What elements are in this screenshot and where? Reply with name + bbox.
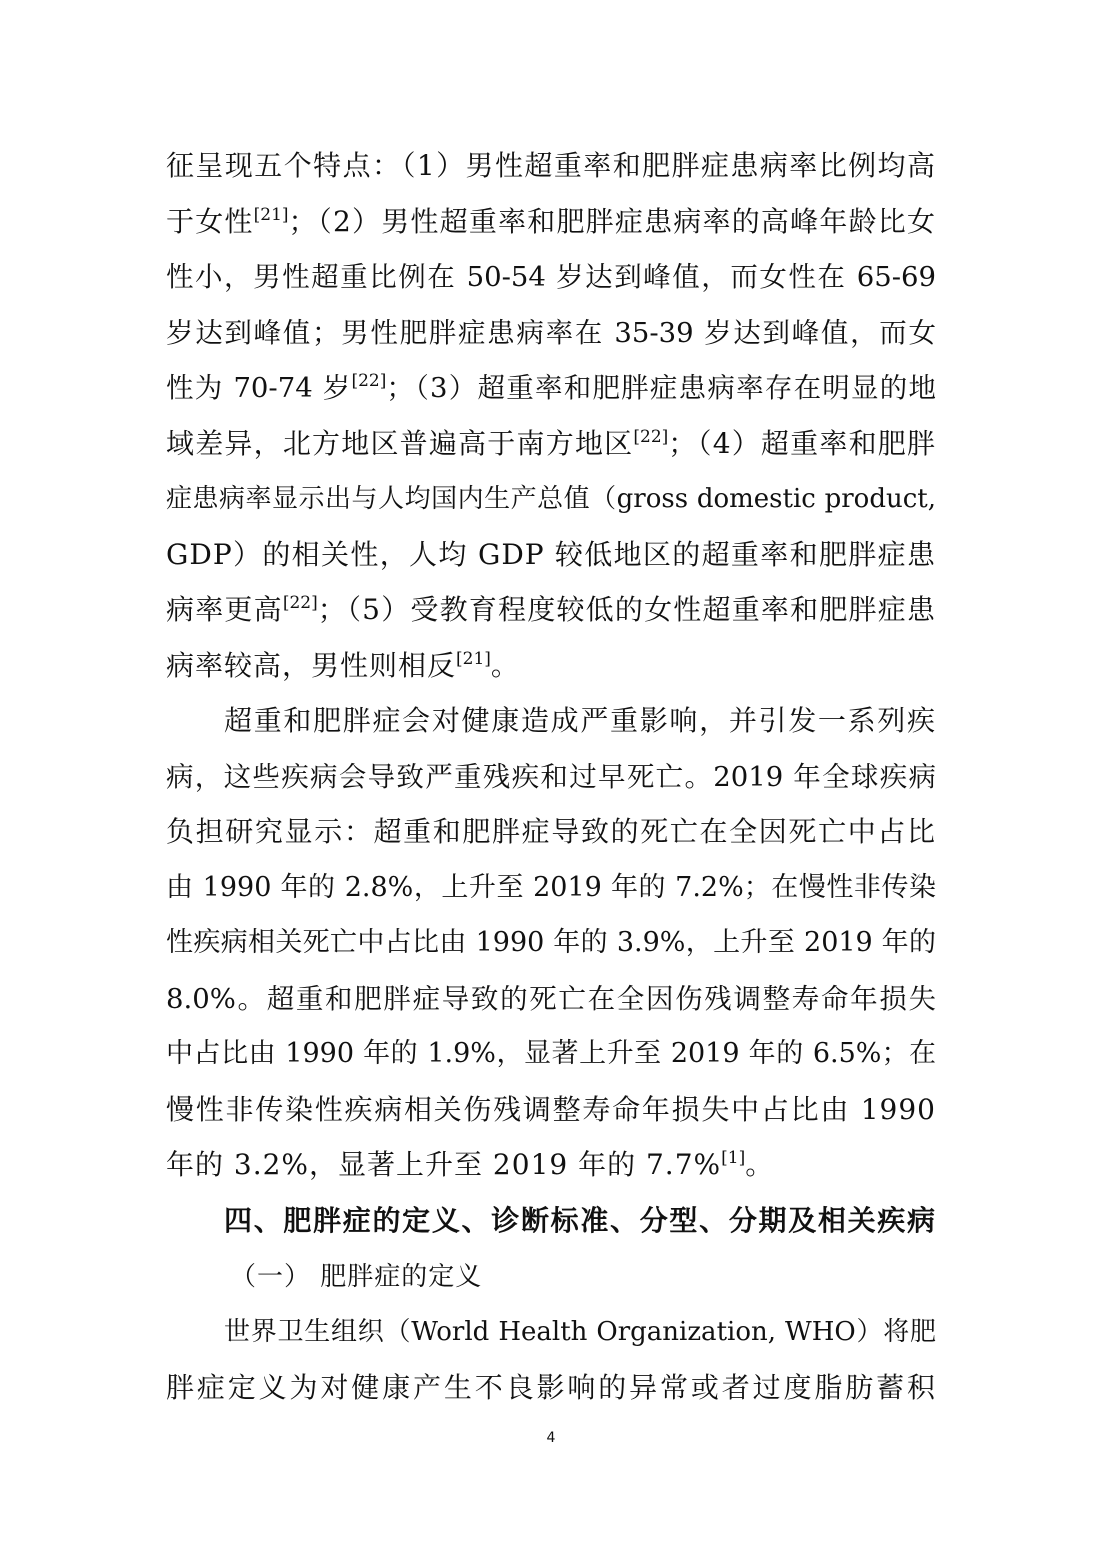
text-run: 于女性: [166, 205, 254, 238]
paragraph-2-line-3: [166, 814, 936, 850]
paragraph-2-line-4: [166, 870, 936, 906]
text-run: ；（5）受教育程度较低的女性超重率和肥胖症患: [317, 593, 936, 626]
page-number: 4: [546, 1430, 556, 1446]
section-heading: 四、肥胖症的定义、诊断标准、分型、分期及相关疾病: [224, 1204, 936, 1237]
paragraph-1-line-3: [166, 259, 936, 295]
paragraph-2-line-8: [166, 1092, 936, 1128]
text-run: 8.0%。超重和肥胖症导致的死亡在全因伤残调整寿命年损失: [166, 983, 936, 1015]
citation-ref: [22]: [282, 593, 318, 613]
paragraph-1-line-10: [166, 648, 936, 684]
text-run: 年的 3.2%，显著上升至 2019 年的 7.7%: [166, 1148, 722, 1181]
paragraph-1-line-9: [166, 592, 936, 628]
citation-ref: [1]: [721, 1148, 746, 1168]
text-run: 。: [490, 649, 520, 682]
text-run: 征呈现五个特点：（1）男性超重率和肥胖症患病率比例均高: [166, 149, 936, 182]
text-run: 域差异，北方地区普遍高于南方地区: [166, 427, 634, 460]
paragraph-2-line-6: [166, 981, 936, 1017]
citation-ref: [21]: [456, 649, 491, 669]
text-run: 负担研究显示：超重和肥胖症导致的死亡在全因死亡中占比: [166, 815, 936, 848]
text-run: ；（2）男性超重率和肥胖症患病率的高峰年龄比女: [288, 205, 936, 238]
text-run: ；（3）超重率和肥胖症患病率存在明显的地: [386, 372, 937, 404]
paragraph-1-line-6: [166, 426, 936, 462]
text-run: 胖症定义为对健康产生不良影响的异常或者过度脂肪蓄积: [166, 1371, 936, 1404]
citation-ref: [21]: [253, 205, 289, 225]
citation-ref: [22]: [351, 371, 387, 391]
text-run: 岁达到峰值；男性肥胖症患病率在 35-39 岁达到峰值，而女: [166, 317, 936, 349]
text-run: 慢性非传染性疾病相关伤残调整寿命年损失中占比由 1990: [166, 1093, 936, 1126]
text-run: 病率更高: [166, 593, 283, 626]
paragraph-2-line-9: [166, 1147, 936, 1183]
paragraph-1-line-5: [166, 370, 936, 406]
text-run: ；（4）超重率和肥胖: [668, 427, 936, 460]
text-run: 症患病率显示出与人均国内生产总值（gross domestic product,: [166, 484, 936, 514]
paragraph-1-line-4: [166, 315, 936, 351]
text-run: 性为 70-74 岁: [166, 372, 352, 404]
text-run: 。: [745, 1148, 775, 1181]
text-run: 由 1990 年的 2.8%，上升至 2019 年的 7.2%；在慢性非传染: [166, 872, 936, 903]
text-run: GDP）的相关性，人均 GDP 较低地区的超重率和肥胖症患: [166, 538, 936, 571]
paragraph-1-line-7: [166, 481, 936, 517]
text-run: 病，这些疾病会导致严重残疾和过早死亡。2019 年全球疾病: [166, 761, 936, 793]
paragraph-3-line-2: [166, 1370, 936, 1406]
text-run: 中占比由 1990 年的 1.9%，显著上升至 2019 年的 6.5%；在: [166, 1038, 936, 1069]
text-run: 病率较高，男性则相反: [166, 649, 457, 682]
paragraph-2-line-2: [166, 759, 936, 795]
subsection-heading: （一） 肥胖症的定义: [230, 1262, 483, 1292]
paragraph-3-line-1: [224, 1314, 936, 1350]
paragraph-1-line-1: [166, 148, 936, 184]
paragraph-2-line-5: [166, 925, 936, 961]
text-run: 世界卫生组织（World Health Organization, WHO）将肥: [224, 1317, 936, 1347]
text-run: 性小，男性超重比例在 50-54 岁达到峰值，而女性在 65-69: [166, 261, 936, 293]
paragraph-2-line-1: [224, 703, 936, 739]
paragraph-1-line-2: [166, 204, 936, 240]
citation-ref: [22]: [633, 427, 669, 447]
text-run: 性疾病相关死亡中占比由 1990 年的 3.9%，上升至 2019 年的: [166, 927, 936, 958]
text-run: 超重和肥胖症会对健康造成严重影响，并引发一系列疾: [224, 704, 936, 737]
paragraph-1-line-8: [166, 537, 936, 573]
paragraph-2-line-7: [166, 1036, 936, 1072]
